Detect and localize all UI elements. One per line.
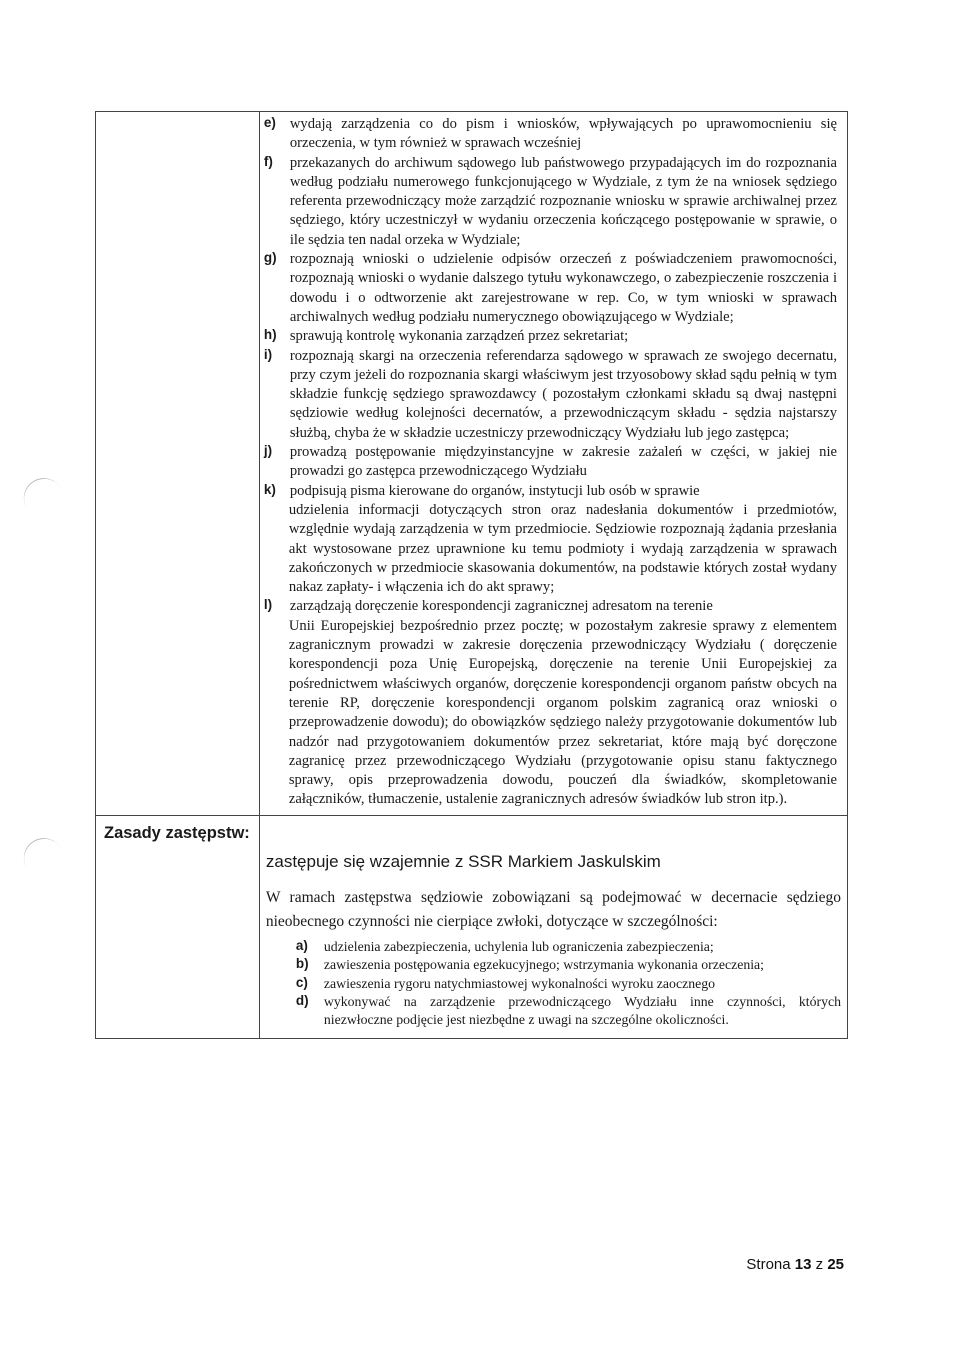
list-text: sprawują kontrolę wykonania zarządzeń przez sekretariat;: [289, 328, 629, 345]
list-item: [296, 938, 841, 956]
list-item: [296, 993, 841, 1030]
list-item: [264, 347, 837, 443]
list-text: przekazanych do archiwum sądowego lub państwowego przypadających im do rozpoznania według podziału numerowego funkcjonującego w Wydziale, z tym że na wniosek sędziego referenta przewodniczący może zarządzić rozpoznanie wniosku w sprawie archiwalnej przez sędziego, który uczestniczył w wydaniu orzeczenia kończącego postępowanie w sprawie, o ile sędzia ten nadal orzeka w Wydziale;: [289, 154, 837, 248]
list-marker: h): [263, 327, 277, 343]
duties-label-cell: [96, 112, 260, 816]
list-item: [264, 250, 837, 327]
list-item: [264, 443, 837, 482]
list-marker: j): [263, 443, 273, 459]
list-text: udzielenia zabezpieczenia, uchylenia lub ograniczenia zabezpieczenia;: [323, 938, 714, 954]
list-marker: g): [263, 250, 277, 266]
list-text: prowadzą postępowanie międzyinstancyjne w zakresie zażaleń w części, w jakiej nie prowadzi go zastępca przewodniczącego Wydziału: [289, 444, 837, 480]
list-text: rozpoznają skargi na orzeczenia referendarza sądowego w sprawach ze swojego decernatu, przy czym jeżeli do rozpoznania skargi właściwym jest trzyosobowy skład sądu pełnią w tym składzie funkcję sędziego sprawozdawcy ( pozostałym członkami składu są dwaj następni sędziowie według kolejności decernatów, a przewodniczącym składu - sędzia najstarszy służbą, chyba że w składzie uczestniczy przewodniczący Wydziału lub jego zastępca;: [289, 347, 837, 441]
list-text: wydają zarządzenia co do pism i wniosków, wpływających po uprawomocnieniu się orzeczenia, w tym również w sprawach wcześniej: [289, 116, 837, 152]
list-text: rozpoznają wnioski o udzielenie odpisów orzeczeń z poświadczeniem prawomocności, rozpoznają wnioski o wydanie dalszego tytułu wykonawczego, o zabezpieczenie roszczenia i dowodu i o odtworzenie akt zarejestrowane w rep. Co, w tym wnioski w sprawach archiwalnych według podziału numerycznego obowiązującego w Wydziale;: [289, 251, 837, 325]
substitution-label-cell: [96, 815, 260, 1038]
list-marker: f): [263, 153, 273, 169]
page-total: 25: [827, 1256, 844, 1273]
list-marker: b): [295, 956, 309, 972]
substitution-list: [266, 938, 841, 1030]
list-item: [264, 597, 837, 809]
substitution-row: [96, 815, 848, 1038]
duties-list: [260, 112, 847, 815]
list-item: [264, 154, 837, 250]
list-marker: e): [263, 115, 276, 130]
substitution-label: Zasady zastępstw:: [104, 823, 250, 842]
duties-row: [96, 112, 848, 816]
list-item: [296, 975, 841, 993]
list-text: zarządzają doręczenie korespondencji zagranicznej adresatom na terenie: [289, 598, 713, 615]
list-text: wykonywać na zarządzenie przewodniczącego Wydziału inne czynności, których niezwłoczne podjęcie jest niezbędne z uwagi na szczególne okoliczności.: [323, 993, 841, 1028]
page-current: 13: [794, 1256, 812, 1273]
list-item: [296, 956, 841, 974]
list-text: zawieszenia rygoru natychmiastowej wykonalności wyroku zaocznego: [323, 975, 716, 991]
list-text: zawieszenia postępowania egzekucyjnego; wstrzymania wykonania orzeczenia;: [323, 957, 765, 973]
list-text: podpisują pisma kierowane do organów, instytucji lub osób w sprawie: [289, 482, 700, 499]
page-sep: z: [815, 1256, 824, 1273]
list-marker: l): [263, 597, 273, 613]
page-prefix: Strona: [746, 1256, 791, 1273]
list-marker: i): [263, 346, 273, 362]
page-number: [746, 1256, 844, 1273]
substitution-content-cell: [259, 815, 847, 1038]
list-marker: d): [295, 992, 309, 1008]
list-item: [264, 482, 837, 598]
substitution-heading: zastępuje się wzajemnie z SSR Markiem Jaskulskim: [265, 851, 661, 871]
punch-hole-mark: [16, 471, 71, 527]
list-item: [264, 327, 837, 346]
list-marker: c): [295, 974, 308, 990]
list-marker: k): [263, 481, 276, 497]
list-text-continued: udzielenia informacji dotyczących stron oraz nadesłania dokumentów i przedmiotów, względnie wydają zarządzenia w tym przedmiocie. Sędziowie rozpoznają żądania przesłania akt wystosowane przez uprawnione ku temu podmioty i wydają zarządzenia w sprawach zakończonych w przedmiocie skasowania dokumentów, na podstawie których został wydany nakaz zapłaty- i włączenia ich do akt sprawy;: [288, 501, 837, 596]
duties-content-cell: [259, 112, 847, 816]
duties-table: [95, 111, 848, 1039]
list-item: [264, 115, 837, 154]
list-text-continued: Unii Europejskiej bezpośrednio przez pocztę; w pozostałym zakresie sprawy z elementem zagranicznym prowadzi w zakresie doręczenia przewodniczący Wydziału ( doręczenie korespondencji poza Unię Europejską, doręczenie na terenie Unii Europejskiej za pośrednictwem właściwych organów, doręczenie korespondencji organom państw obcych na terenie RP, doręczenie korespondencji organom polskim zagranicą oraz wnioski o przeprowadzenie dowodu); do obowiązków sędziego należy przygotowanie dokumentów lub nadzór nad przygotowaniem dokumentów przez sekretariat, które mają być doręczone zagranicę przez przewodniczącego Wydziału (przygotowanie opisu stanu faktycznego sprawy, opis przeprowadzenia dowodu, pouczeń dla świadków, skompletowanie załączników, tłumaczenie, ustalenie zagranicznych adresów świadków lub stron itp.).: [288, 617, 837, 808]
list-marker: a): [295, 937, 308, 953]
substitution-intro: W ramach zastępstwa sędziowie zobowiązani są podejmować w decernacie sędziego nieobecnego czynności nie cierpiące zwłoki, dotyczące w szczególności:: [265, 888, 841, 930]
punch-hole-mark: [16, 831, 71, 887]
